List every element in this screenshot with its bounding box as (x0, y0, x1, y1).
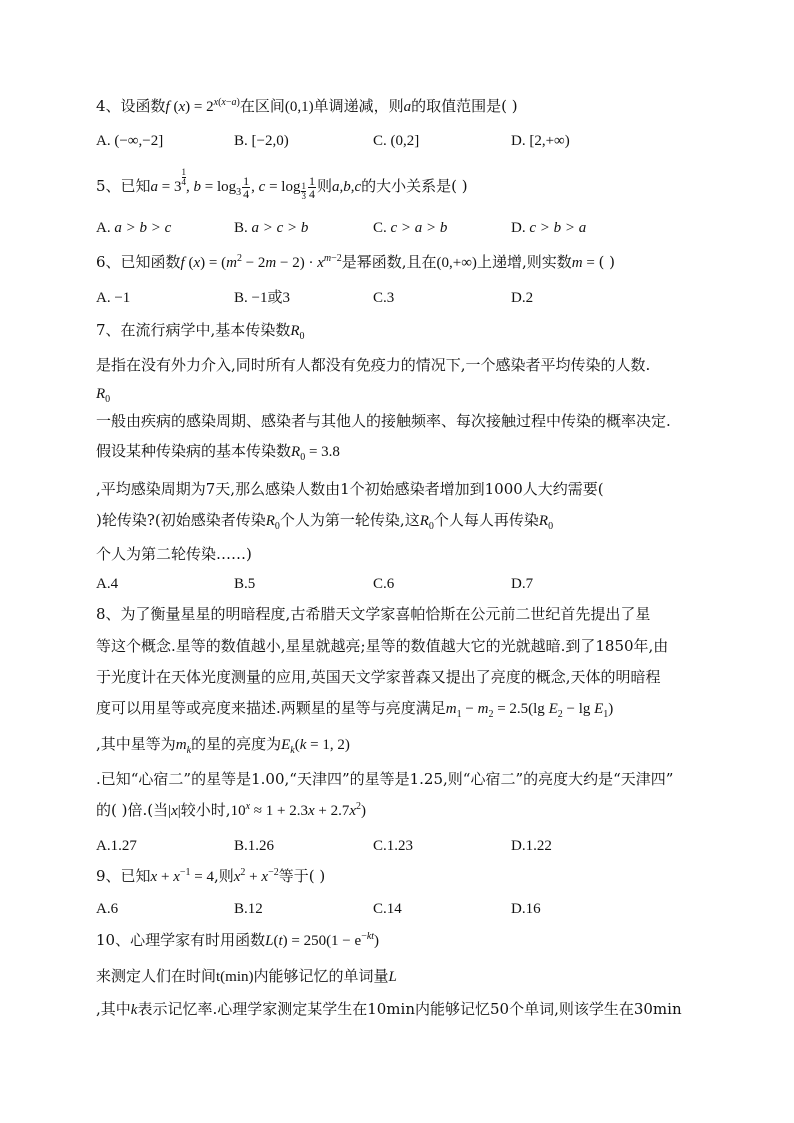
q7-line-1-text: 7、在流行病学中,基本传染数 (96, 321, 291, 339)
q7-r0-value-text: = 3.8 (308, 444, 340, 460)
question-7-line-6 (96, 479, 604, 499)
q5-option-d: D. c > b > a (511, 220, 587, 236)
q9-stem-mid: ,则 (213, 867, 234, 885)
q6-option-a: A. −1 (96, 290, 131, 306)
q6-stem-mid: 是幂函数,且在 (341, 253, 437, 271)
q7-r0-b: $R_0$ (419, 513, 434, 532)
q7-option-c: C.6 (373, 576, 395, 592)
q5-vars: a,b,c (331, 179, 362, 195)
q8-line-5a: ,其中星等为 (96, 735, 176, 753)
q10-time-var: t(min) (216, 969, 254, 985)
q8-line-5b: 的星的亮度为 (191, 735, 282, 753)
question-8-line-4 (96, 698, 613, 719)
q10-l-var: L (388, 969, 397, 985)
q5-option-c-text: c > a > b (390, 220, 448, 236)
q9-stem-end: 等于( ) (278, 867, 326, 885)
q6-option-d: D.2 (511, 290, 534, 306)
q7-option-b: B.5 (234, 576, 256, 592)
q9-stem-pre: 9、已知 (96, 867, 151, 885)
q10-line-2a: 来测定人们在时间 (96, 967, 217, 985)
q9-option-c: C.14 (373, 901, 402, 917)
q4-stem-pre: 4、设函数 (96, 97, 166, 115)
question-10-line-3 (96, 999, 682, 1020)
q6-stem-end: ( ) (598, 253, 616, 271)
q7-option-a: A.4 (96, 576, 119, 592)
q6-option-c: C.3 (373, 290, 395, 306)
q4-stem-mid: 在区间 (239, 97, 285, 115)
q6-stem-post: 上递增,则实数 (476, 253, 572, 271)
question-5-stem (96, 168, 468, 201)
q10-line-3c: 表示记忆率.心理学家测定某学生在10min内能够记忆50个单词,则该学生在30min (137, 1000, 682, 1018)
q7-r0-value: $R_0 = 3.8$ (291, 444, 340, 463)
question-7-line-4 (96, 411, 671, 431)
question-7-line-3 (96, 383, 110, 404)
q6-var: m = (571, 255, 599, 271)
q4-option-c: C. (0,2] (373, 133, 420, 149)
question-7-line-2 (96, 355, 650, 375)
q8-line-4-text: 度可以用星等或亮度来描述.两颗星的星等与亮度满足 (96, 699, 446, 717)
q8-line-1-text: 8、为了衡量星星的明暗程度,古希腊天文学家喜帕恰斯在公元前二世纪首先提出了星 (96, 605, 651, 623)
q10-line-2c: 内能够记忆的单词量 (253, 967, 389, 985)
q6-stem-pre: 6、已知函数 (96, 253, 181, 271)
question-8-line-3 (96, 667, 661, 687)
q8-option-c: C.1.23 (373, 838, 414, 854)
q8-line-2-text: 等这个概念.星等的数值越小,星星就越亮;星等的数值越大它的光就越暗.到了1850年,由 (96, 637, 669, 655)
q7-line-5-text: 假设某种传染病的基本传染数 (96, 442, 292, 460)
q5-stem-then: 则 (316, 177, 332, 195)
q10-formula: $L(t) = 250(1 - e^{-kt})$ (265, 931, 380, 949)
q8-option-a: A.1.27 (96, 838, 137, 854)
q4-stem-post: 单调递减，则 (313, 97, 404, 115)
q8-abs-x: |x| (168, 803, 181, 819)
q7-line-7a: )轮传染?(初始感染者传染 (96, 511, 266, 529)
q4-option-d: D. [2,+∞) (511, 133, 570, 149)
q8-option-b: B.1.26 (234, 838, 275, 854)
q5-option-b: B. a > c > b (234, 220, 309, 236)
q7-line-7c: 个人每人再传染 (433, 511, 539, 529)
q4-option-a: A. (−∞,−2] (96, 133, 164, 149)
question-10-line-2 (96, 966, 397, 987)
q8-line-7b: 较小时, (180, 801, 231, 819)
q8-option-d: D.1.22 (511, 838, 552, 854)
q5-option-d-text: c > b > a (529, 220, 587, 236)
q8-line-6-text: .已知“心宿二”的星等是1.00,“天津四”的星等是1.25,则“心宿二”的亮度大约是“天津四” (96, 770, 674, 788)
q6-option-b: B. −1或3 (234, 290, 290, 306)
question-7-line-5 (96, 441, 340, 462)
q5-option-c: C. c > a > b (373, 220, 448, 236)
q9-target: $x^2 + x^{-2}$ (233, 867, 279, 885)
q8-formula: $m_1 - m_2 = 2.5(\lg$ $E_2 - \lg E_1$) (445, 701, 614, 720)
q7-r0-standalone: $R_0$ (96, 386, 111, 405)
q7-line-8-text: 个人为第二轮传染……) (96, 545, 252, 563)
question-9-stem (96, 866, 325, 887)
q10-k-var: k (130, 1002, 138, 1018)
question-6-stem (96, 252, 615, 273)
question-7-line-8 (96, 544, 252, 564)
q5-stem-pre: 5、已知 (96, 177, 151, 195)
q4-interval: (0,1) (284, 99, 314, 115)
question-8-line-6 (96, 769, 673, 789)
question-4-stem (96, 96, 518, 117)
q7-option-d: D.7 (511, 576, 534, 592)
q6-interval: (0,+∞) (436, 255, 477, 271)
question-7-line-7 (96, 510, 553, 531)
q7-line-6-text: ,平均感染周期为7天,那么感染人数由1个初始感染者增加到1000人大约需要( (96, 480, 604, 498)
q7-r0-c: $R_0$ (538, 513, 554, 532)
q5-option-b-text: a > c > b (251, 220, 309, 236)
question-8-line-1 (96, 604, 650, 624)
q7-r0: $R_0$ (290, 323, 305, 342)
q6-formula: f $(x) = (m^2 - 2m - 2) \cdot x^{m-2}$ (180, 253, 342, 271)
q10-line-1-text: 10、心理学家有时用函数 (96, 931, 266, 949)
q4-option-b: B. [−2,0) (234, 133, 289, 149)
question-8-line-5 (96, 734, 350, 755)
question-8-line-7 (96, 800, 366, 821)
question-8-line-2 (96, 636, 668, 656)
q5-stem-end: 的大小关系是( ) (361, 177, 468, 195)
q8-ek: $E_k(k = 1$, 2) (281, 737, 350, 756)
q9-option-d: D.16 (511, 901, 541, 917)
q8-line-7a: 的( )倍.(当 (96, 801, 169, 819)
q5-option-a: A. a > b > c (96, 220, 172, 236)
q7-line-4-text: 一般由疾病的感染周期、感染者与其他人的接触频率、每次接触过程中传染的概率决定. (96, 412, 671, 430)
q5-formula: a = 3 $\frac{1}{4}$ , $b = \log_3$ $\frac{1}{4}$ , c = log $\frac{1}{3}$ $\frac{1}{4}$ (150, 167, 315, 202)
q9-given: $x + x^{-1} = 4$ (150, 867, 214, 885)
q8-approx: $10^x \approx 1 + 2.3x + 2.7x^2$) (230, 801, 367, 819)
q4-formula: f $(x) = 2^{x(x-a)}$ (165, 97, 240, 115)
q7-line-7b: 个人为第一轮传染,这 (279, 511, 420, 529)
q8-mk: $m_k$ (175, 737, 192, 756)
q9-option-b: B.12 (234, 901, 263, 917)
q4-var: a (403, 99, 412, 115)
question-10-line-1 (96, 930, 379, 951)
q8-line-3-text: 于光度计在天体光度测量的应用,英国天文学家普森又提出了亮度的概念,天体的明暗程 (96, 668, 661, 686)
q9-option-a: A.6 (96, 901, 119, 917)
q4-stem-end: 的取值范围是( ) (411, 97, 518, 115)
q5-option-a-text: a > b > c (114, 220, 172, 236)
q10-line-3a: ,其中 (96, 1000, 131, 1018)
q7-line-2-text: 是指在没有外力介入,同时所有人都没有免疫力的情况下,一个感染者平均传染的人数. (96, 356, 651, 374)
question-7-line-1 (96, 320, 305, 341)
q7-r0-a: $R_0$ (265, 513, 280, 532)
